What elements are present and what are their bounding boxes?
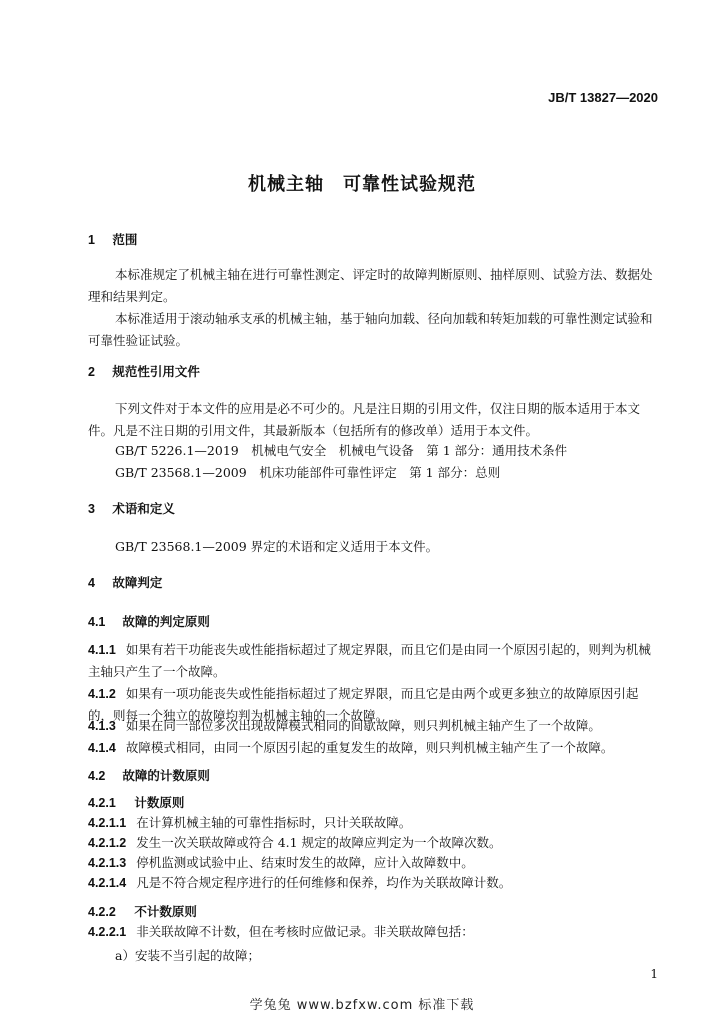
paragraph: 下列文件对于本文件的应用是必不可少的。凡是注日期的引用文件，仅注日期的版本适用于本文件。凡是不注日期的引用文件，其最新版本（包括所有的修改单）适用于本文件。 [88,401,641,438]
section-title: 故障判定 [112,575,163,590]
clause-text: 停机监测或试验中止、结束时发生的故障，应计入故障数中。 [136,855,474,870]
list-item: a）安装不当引起的故障； [115,948,260,963]
clause-number: 4.2.2.1 [88,925,127,939]
section-title: 范围 [112,232,138,247]
standard-code: JB/T 13827—2020 [548,90,658,105]
clause-4-2-1-3 [88,852,660,874]
section-number: 4.2.1 [88,796,116,810]
section-title: 故障的判定原则 [122,614,210,629]
normative-reference: GB/T 23568.1—2009 机床功能部件可靠性评定 第 1 部分：总则 [115,465,501,480]
section-number: 2 [88,365,95,379]
clause-number: 4.1.4 [88,741,116,755]
section-title: 故障的计数原则 [122,768,210,783]
clause-number: 4.2.1.4 [88,876,127,890]
clause-number: 4.1.3 [88,719,116,733]
clause-number: 4.1.1 [88,643,116,657]
clause-number: 4.1.2 [88,687,116,701]
section-title: 计数原则 [134,795,185,810]
section-number: 1 [88,233,95,247]
clause-text: 如果有若干功能丧失或性能指标超过了规定界限，而且它们是由同一个原因引起的，则判为机械主轴只产生了一个故障。 [88,642,651,679]
clause-number: 4.2.1.1 [88,816,127,830]
paragraph: 本标准规定了机械主轴在进行可靠性测定、评定时的故障判断原则、抽样原则、试验方法、数据处理和结果判定。 [88,267,653,304]
clause-4-2-2-1 [88,921,660,943]
clause-4-1-1 [88,639,660,683]
clause-4-2-1-2 [88,832,660,854]
section-3-heading [88,499,175,517]
section-title: 术语和定义 [112,501,175,516]
section-1-heading [88,230,137,248]
page-number: 1 [650,967,658,981]
watermark-footer: 学兔兔 www.bzfxw.com 标准下载 [249,998,475,1013]
section-number: 3 [88,502,95,516]
section-title: 不计数原则 [134,904,197,919]
clause-text: 如果在同一部位多次出现故障模式相同的间歇故障，则只判机械主轴产生了一个故障。 [125,718,601,733]
subsection-4-2-2-heading [88,902,197,920]
section-number: 4.2 [88,769,106,783]
page-title: 机械主轴 可靠性试验规范 [248,174,476,195]
section-2-heading [88,362,200,380]
section-4-heading [88,573,162,591]
clause-4-2-1-4 [88,872,660,894]
clause-4-1-3 [88,715,660,737]
section-number: 4.1 [88,615,106,629]
clause-text: 故障模式相同，由同一个原因引起的重复发生的故障，则只判机械主轴产生了一个故障。 [125,740,614,755]
normative-reference: GB/T 5226.1—2019 机械电气安全 机械电气设备 第 1 部分：通用技术条件 [115,443,568,458]
clause-number: 4.2.1.2 [88,836,127,850]
clause-text: 凡是不符合规定程序进行的任何维修和保养，均作为关联故障计数。 [136,875,512,890]
section-title: 规范性引用文件 [112,364,200,379]
subsection-4-2-heading [88,766,210,784]
paragraph: GB/T 23568.1—2009 界定的术语和定义适用于本文件。 [115,539,439,554]
section-number: 4.2.2 [88,905,116,919]
subsection-4-2-1-heading [88,793,184,811]
clause-text: 非关联故障不计数，但在考核时应做记录。非关联故障包括： [136,924,474,939]
clause-number: 4.2.1.3 [88,856,127,870]
section-number: 4 [88,576,95,590]
clause-4-1-4 [88,737,660,759]
paragraph: 本标准适用于滚动轴承支承的机械主轴，基于轴向加载、径向加载和转矩加载的可靠性测定试验和可靠性验证试验。 [88,311,653,348]
clause-4-2-1-1 [88,812,660,834]
clause-text: 如果有一项功能丧失或性能指标超过了规定界限，而且它是由两个或更多独立的故障原因引起的，则每一个独立的故障均判为机械主轴的一个故障。 [88,686,639,723]
clause-text: 发生一次关联故障或符合 4.1 规定的故障应判定为一个故障次数。 [136,835,502,850]
subsection-4-1-heading [88,612,210,630]
clause-text: 在计算机械主轴的可靠性指标时，只计关联故障。 [136,815,412,830]
